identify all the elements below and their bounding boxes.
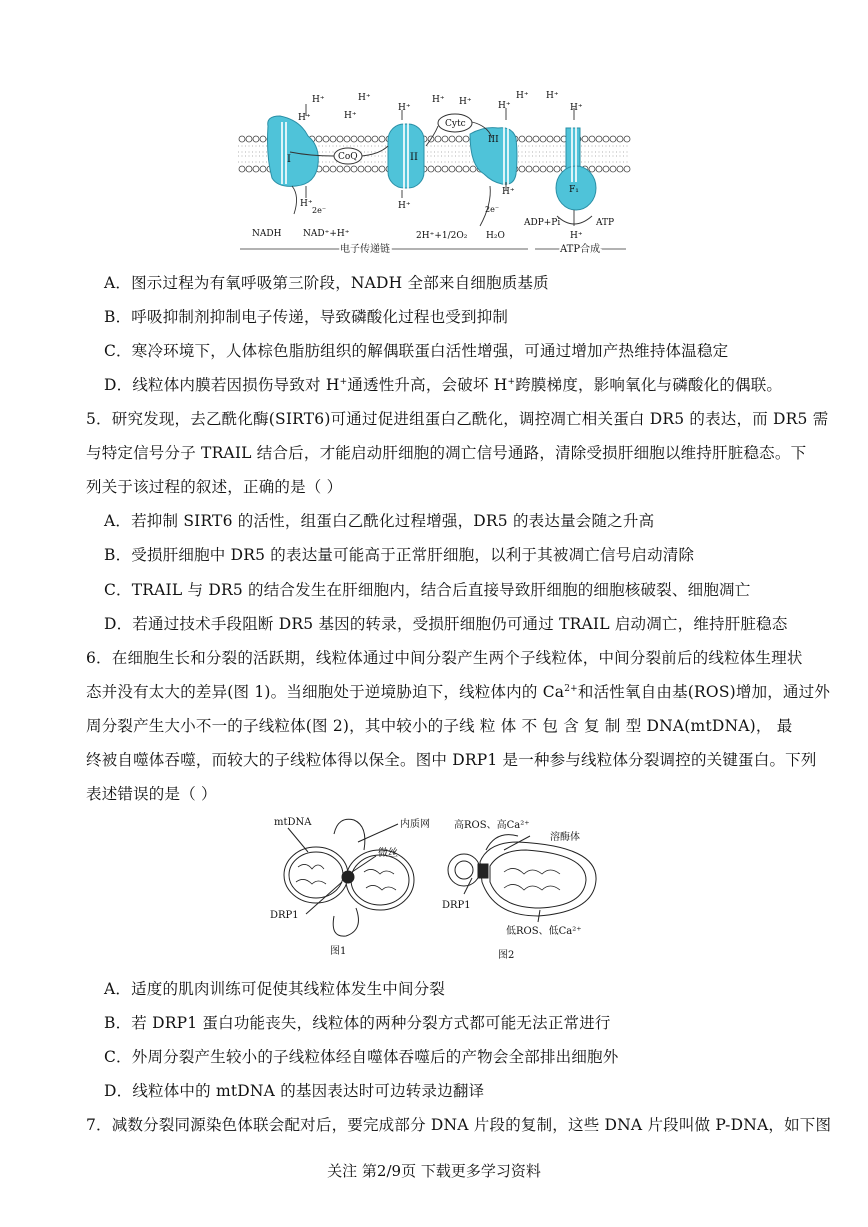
electron-transport-chain-figure	[230, 86, 640, 261]
superscript: +	[339, 377, 348, 387]
etc-caption: 电子传递链	[340, 244, 390, 255]
q4-option-d	[104, 373, 782, 395]
h2o-label: H₂O	[486, 231, 505, 241]
q6-stem-line2-part1: 态并没有太大的差异(图 1)。当细胞处于逆境胁迫下，线粒体内的 Ca	[86, 683, 565, 701]
q6-stem-line4: 终被自噬体吞噬，而较大的子线粒体得以保全。图中 DRP1 是一种参与线粒体分裂调控的关键蛋白。下列	[86, 751, 817, 769]
etc-diagram	[230, 86, 640, 261]
q4-option-c: C．寒冷环境下，人体棕色脂肪组织的解偶联蛋白活性增强，可通过增加产热维持体温稳定	[104, 342, 729, 360]
lysosome-label: 溶酶体	[550, 832, 580, 843]
hplus-label: H⁺	[432, 95, 445, 105]
q5-option-b: B．受损肝细胞中 DR5 的表达量可能高于正常肝细胞，以利于其被凋亡信号启动清除	[104, 546, 695, 564]
superscript: +	[507, 377, 516, 387]
hplus-label: H⁺	[546, 91, 559, 101]
microfilament-label: 微丝	[378, 848, 398, 859]
q6-stem-line3: 周分裂产生大小不一的子线粒体(图 2)，其中较小的子线 粒 体 不 包 含 复 制 型 DNA(mtDNA)， 最	[86, 717, 793, 735]
q5-option-a: A．若抑制 SIRT6 的活性，组蛋白乙酰化过程增强，DR5 的表达量会随之升高	[104, 512, 655, 530]
high-ros-label: 高ROS、高Ca²⁺	[454, 820, 530, 831]
superscript: 2+	[564, 684, 578, 694]
complex-i-label: I	[287, 154, 291, 165]
hplus-label: H⁺	[312, 95, 325, 105]
adp-label: ADP+Pi	[524, 218, 561, 228]
q7-stem-line1: 7．减数分裂同源染色体联会配对后，要完成部分 DNA 片段的复制，这些 DNA 片段叫做 P-DNA，如下图	[86, 1116, 832, 1134]
q5-stem-line3: 列关于该过程的叙述，正确的是（ ）	[86, 478, 343, 496]
hplus-label: H⁺	[300, 199, 313, 209]
nad-label: NAD⁺+H⁺	[303, 229, 350, 239]
hplus-label: H⁺	[570, 103, 583, 113]
drp1-label: DRP1	[270, 910, 299, 921]
q4-option-d-part1: D．线粒体内膜若因损伤导致对 H	[104, 376, 340, 394]
q6-option-d: D．线粒体中的 mtDNA 的基因表达时可边转录边翻译	[104, 1082, 485, 1100]
figure-1	[284, 819, 414, 936]
hplus-label: H⁺	[459, 97, 472, 107]
page-footer: 关注 第2/9页 下载更多学习资料	[327, 1162, 541, 1180]
q6-stem-line1: 6．在细胞生长和分裂的活跃期，线粒体通过中间分裂产生两个子线粒体，中间分裂前后的线粒体生理状	[86, 649, 803, 667]
two-e-label: 2e⁻	[312, 206, 327, 215]
mitochondria-division-figure	[268, 812, 608, 962]
hplus-label: H⁺	[344, 111, 357, 121]
complex-iii-label: III	[488, 135, 499, 145]
q6-stem-line2	[86, 680, 830, 702]
q6-stem-line2-part2: 和活性氧自由基(ROS)增加，通过外	[577, 683, 831, 701]
hplus-label: H⁺	[570, 231, 583, 241]
q5-option-c: C．TRAIL 与 DR5 的结合发生在肝细胞内，结合后直接导致肝细胞的细胞核破裂、细胞凋亡	[104, 581, 751, 599]
er-label: 内质网	[400, 819, 430, 830]
mtdna-label: mtDNA	[274, 817, 312, 828]
fig2-caption: 图2	[498, 950, 515, 961]
f1-label: F₁	[569, 185, 579, 195]
q4-option-b: B．呼吸抑制剂抑制电子传递，导致磷酸化过程也受到抑制	[104, 308, 509, 326]
q6-option-b: B．若 DRP1 蛋白功能丧失，线粒体的两种分裂方式都可能无法正常进行	[104, 1014, 611, 1032]
q4-option-d-part2: 通透性升高，会破坏 H	[347, 376, 508, 394]
drp1-label-2: DRP1	[442, 900, 471, 911]
complex-i	[268, 116, 319, 186]
hplus-label: H⁺	[516, 91, 529, 101]
hplus-label: H⁺	[498, 101, 511, 111]
coq-label: CoQ	[338, 152, 358, 162]
q4-option-a: A．图示过程为有氧呼吸第三阶段，NADH 全部来自细胞质基质	[104, 274, 549, 292]
atp-caption: ATP合成	[560, 244, 601, 255]
complex-ii	[388, 122, 424, 190]
q5-stem-line2: 与特定信号分子 TRAIL 结合后，才能启动肝细胞的凋亡信号通路，清除受损肝细胞以维持肝脏稳态。下	[86, 444, 807, 462]
fig1-caption: 图1	[330, 946, 347, 957]
two-e-label: 2e⁻	[485, 205, 500, 214]
atp-label: ATP	[596, 218, 615, 228]
q6-stem-line5: 表述错误的是（ ）	[86, 785, 217, 803]
q5-stem-line1: 5．研究发现，去乙酰化酶(SIRT6)可通过促进组蛋白乙酰化，调控凋亡相关蛋白 DR5 的表达，而 DR5 需	[86, 410, 829, 428]
o2-reaction-label: 2H⁺+1/2O₂	[416, 231, 468, 241]
q5-option-d: D．若通过技术手段阻断 DR5 基因的转录，受损肝细胞仍可通过 TRAIL 启动凋亡，维持肝脏稳态	[104, 615, 788, 633]
q4-option-d-part3: 跨膜梯度，影响氧化与磷酸化的偶联。	[515, 376, 783, 394]
hplus-label: H⁺	[398, 201, 411, 211]
nadh-label: NADH	[252, 229, 282, 239]
q6-option-c: C．外周分裂产生较小的子线粒体经自噬体吞噬后的产物会全部排出细胞外	[104, 1048, 619, 1066]
q6-option-a: A．适度的肌肉训练可促使其线粒体发生中间分裂	[104, 980, 446, 998]
hplus-label: H⁺	[298, 113, 311, 123]
hplus-label: H⁺	[502, 187, 515, 197]
mito-diagram	[268, 812, 608, 962]
complex-ii-label: II	[410, 152, 418, 163]
hplus-label: H⁺	[398, 103, 411, 113]
hplus-label: H⁺	[358, 93, 371, 103]
cytc-label: Cytc	[445, 119, 466, 129]
low-ros-label: 低ROS、低Ca²⁺	[506, 926, 582, 937]
